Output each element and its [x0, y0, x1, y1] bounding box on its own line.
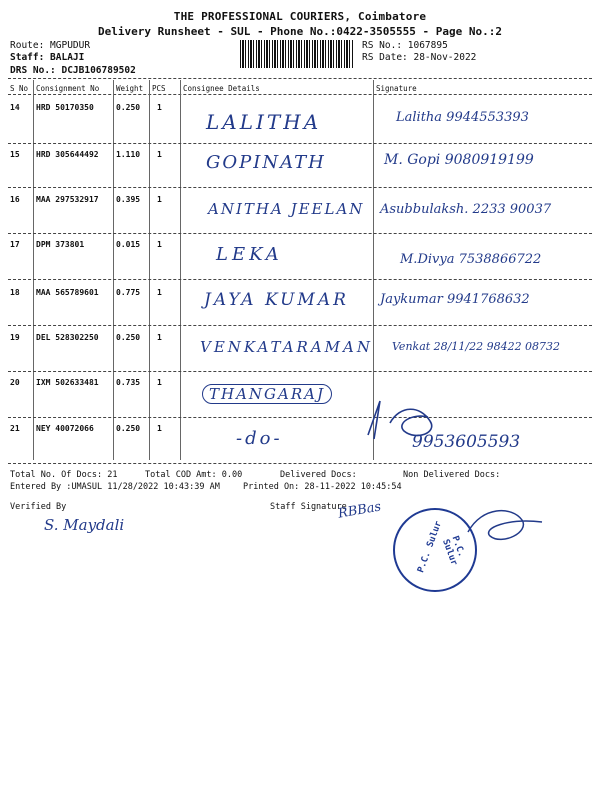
row-consignment: DPM 373801: [36, 240, 85, 249]
row-consignee: -do-: [236, 428, 283, 449]
row-consignment: DEL 528302250: [36, 333, 99, 342]
row-consignee: JAYA KUMAR: [204, 290, 349, 310]
row-weight: 1.110: [116, 150, 141, 159]
column-header-rule: [8, 94, 592, 95]
row-pcs: 1: [157, 424, 162, 433]
staff-signature: RBBas: [337, 499, 383, 522]
col-divider: [149, 80, 150, 460]
row-consignee: GOPINATH: [206, 152, 326, 173]
row-rule: [8, 143, 592, 144]
entered-by: Entered By :UMASUL 11/28/2022 10:43:39 AM: [10, 482, 220, 492]
row-sno: 18: [10, 288, 20, 297]
row-weight: 0.775: [116, 288, 141, 297]
row-signature: 9953605593: [412, 432, 521, 452]
row-weight: 0.395: [116, 195, 141, 204]
row-consignee: LEKA: [216, 244, 283, 265]
header-rule: [8, 78, 592, 79]
row-rule: [8, 325, 592, 326]
row-rule: [8, 187, 592, 188]
row-sno: 19: [10, 333, 20, 342]
row-consignment: MAA 565789601: [36, 288, 99, 297]
col-consignment: Consignment No: [36, 84, 100, 93]
row-weight: 0.250: [116, 424, 141, 433]
row-consignment: NEY 40072066: [36, 424, 94, 433]
drs-number: DRS No.: DCJB106789502: [10, 65, 136, 76]
row-pcs: 1: [157, 195, 162, 204]
total-docs: Total No. Of Docs: 21: [10, 470, 118, 480]
row-sno: 17: [10, 240, 20, 249]
row-rule: [8, 417, 592, 418]
row-signature: Lalitha 9944553393: [396, 110, 529, 125]
col-divider: [33, 80, 34, 460]
staff-label: Staff: BALAJI: [10, 52, 85, 63]
col-signature: Signature: [376, 84, 417, 93]
row-rule: [8, 233, 592, 234]
row-signature: Jaykumar 9941768632: [380, 292, 530, 307]
verified-signature: S. Maydali: [44, 516, 125, 534]
row-consignment: IXM 502633481: [36, 378, 99, 387]
row-rule: [8, 371, 592, 372]
staff-signature-label: Staff Signature: [270, 502, 347, 512]
row-sno: 16: [10, 195, 20, 204]
rs-date: RS Date: 28-Nov-2022: [362, 52, 477, 63]
row-rule: [8, 279, 592, 280]
signature-scribble: [360, 395, 450, 445]
col-divider: [180, 80, 181, 460]
col-consignee: Consignee Details: [183, 84, 260, 93]
row-consignee: VENKATARAMAN: [200, 338, 373, 356]
delivered-docs: Delivered Docs:: [280, 470, 357, 480]
col-sno: S No: [10, 84, 29, 93]
row-pcs: 1: [157, 333, 162, 342]
col-pcs: PCS: [152, 84, 166, 93]
total-cod: Total COD Amt: 0.00: [145, 470, 243, 480]
printed-on: Printed On: 28-11-2022 10:45:54: [243, 482, 402, 492]
row-signature: Venkat 28/11/22 98422 08732: [392, 340, 561, 353]
row-pcs: 1: [157, 288, 162, 297]
verified-by-label: Verified By: [10, 502, 67, 512]
row-pcs: 1: [157, 240, 162, 249]
row-weight: 0.015: [116, 240, 141, 249]
row-signature: M. Gopi 9080919199: [384, 152, 534, 168]
row-sno: 14: [10, 103, 20, 112]
row-consignment: HRD 50170350: [36, 103, 94, 112]
row-pcs: 1: [157, 103, 162, 112]
route-label: Route: MGPUDUR: [10, 40, 91, 51]
barcode-image: [240, 40, 354, 68]
col-divider: [113, 80, 114, 460]
row-weight: 0.250: [116, 333, 141, 342]
row-sno: 20: [10, 378, 20, 387]
non-delivered-docs: Non Delivered Docs:: [403, 470, 501, 480]
document-subtitle: Delivery Runsheet - SUL - Phone No.:0422-3505555 - Page No.:2: [98, 25, 502, 38]
post-office-stamp: P.C. Sulur P.C. Sulur: [393, 508, 477, 592]
row-signature: M.Divya 7538866722: [400, 252, 542, 267]
row-consignee: ANITHA JEELAN: [208, 200, 365, 218]
row-consignee: THANGARAJ: [202, 384, 332, 404]
row-weight: 0.735: [116, 378, 141, 387]
row-pcs: 1: [157, 378, 162, 387]
row-consignment: MAA 297532917: [36, 195, 99, 204]
row-pcs: 1: [157, 150, 162, 159]
row-signature: Asubbulaksh. 2233 90037: [380, 202, 552, 217]
row-consignment: HRD 305644492: [36, 150, 99, 159]
row-weight: 0.250: [116, 103, 141, 112]
row-consignee: LALITHA: [206, 110, 322, 134]
document-title: THE PROFESSIONAL COURIERS, Coimbatore: [173, 10, 427, 23]
row-sno: 15: [10, 150, 20, 159]
table-bottom-rule: [8, 463, 592, 464]
rs-number: RS No.: 1067895: [362, 40, 448, 51]
col-weight: Weight: [116, 84, 144, 93]
row-sno: 21: [10, 424, 20, 433]
